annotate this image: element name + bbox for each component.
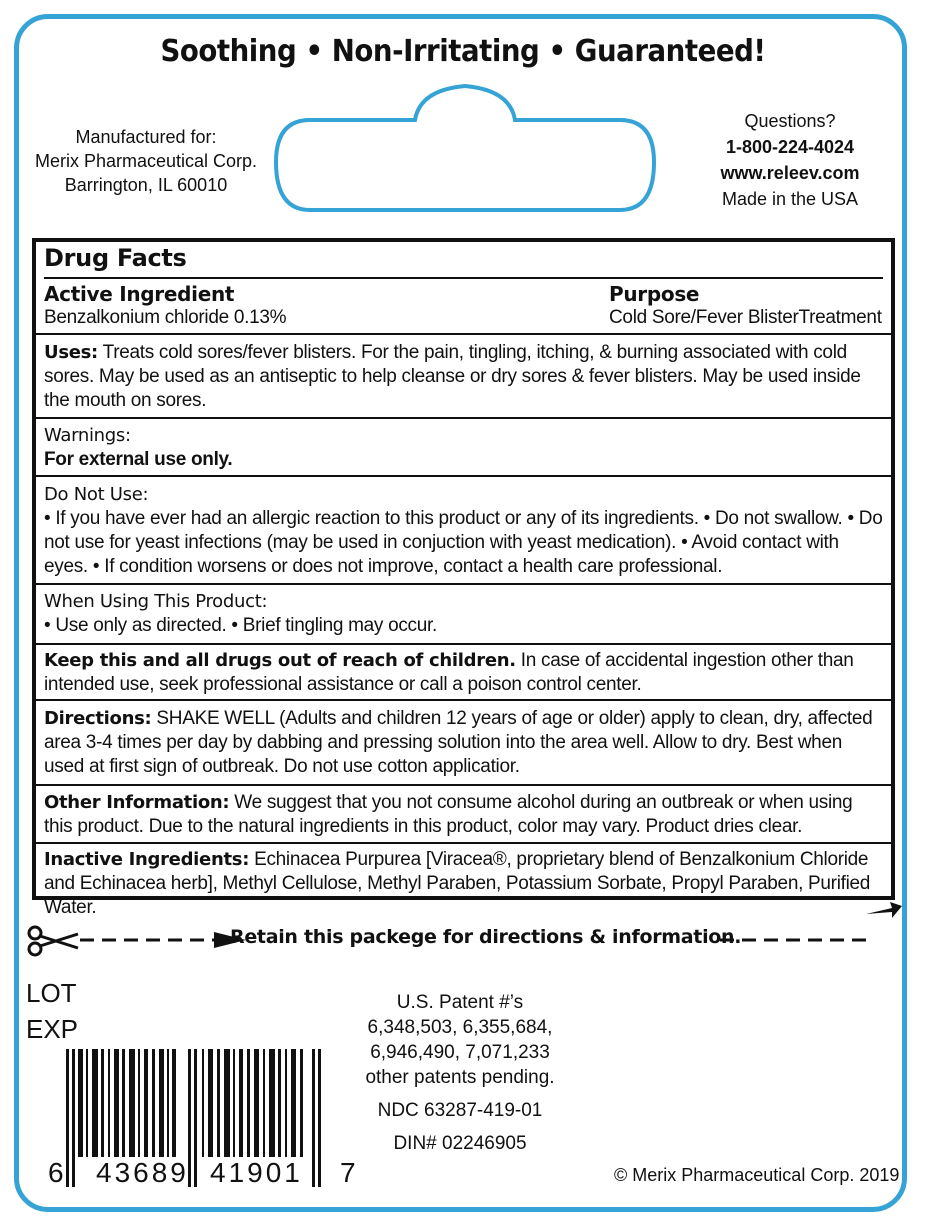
dashed-arrow-icon [80, 930, 250, 950]
scissors-icon [26, 924, 80, 958]
purpose-value: Cold Sore/Fever BlisterTreatment [609, 307, 882, 328]
uses-text: Treats cold sores/fever blisters. For the pain, tingling, itching, & burning associated with cold sores. May be used as an antiseptic to help cleanse or dry sores & fever blisters. May be used inside the mouth on sores. [44, 342, 861, 411]
exp-label: EXP [26, 1014, 79, 1044]
do-not-use-section [36, 483, 891, 579]
divider [36, 333, 891, 335]
active-ingredient-value: Benzalkonium chloride 0.13% [44, 307, 287, 328]
ndc-number: NDC 63287-419-01 [377, 1100, 543, 1121]
warnings-label: Warnings: [44, 425, 131, 446]
when-using-section [36, 590, 891, 638]
directions-label: Directions: [44, 708, 152, 729]
barcode-digit-last: 7 [340, 1157, 356, 1188]
questions-label: Questions? [744, 111, 836, 131]
warnings-text: For external use only. [44, 449, 233, 470]
inactive-ingredients-text: Echinacea Purpurea [Viracea®, proprietary blend of Benzalkonium Chloride and Echinacea herb], Methyl Cellulose, Methyl Paraben, Potassium Sorbate, Propyl Paraben, Purified Water. [44, 849, 871, 918]
keep-out-of-reach-label: Keep this and all drugs out of reach of children. [44, 650, 516, 671]
din-number: DIN# 02246905 [393, 1133, 527, 1154]
patent-numbers-1: 6,348,503, 6,355,684, [367, 1017, 553, 1038]
directions-section [36, 707, 891, 779]
lot-label: LOT [26, 978, 77, 1008]
other-information-text: We suggest that you not consume alcohol during an outbreak or when using this product. Due to the natural ingredients in this product, color may vary. Product dries clear. [44, 792, 853, 837]
keep-out-of-reach-section [36, 649, 891, 697]
other-information-label: Other Information: [44, 792, 230, 813]
made-in-usa: Made in the USA [721, 189, 859, 209]
when-using-label: When Using This Product: [44, 591, 268, 612]
corner-arrow-icon [862, 896, 904, 922]
when-using-text: • Use only as directed. • Brief tingling may occur. [44, 615, 437, 636]
divider [36, 784, 891, 786]
directions-text: SHAKE WELL (Adults and children 12 years of age or older) apply to clean, dry, affected area 3-4 times per day by dabbing and pressing solution into the area well. Allow to dry. Best when used at first sign of outbreak. Do not use cotton applicatior. [44, 708, 873, 777]
active-ingredient-section [36, 282, 891, 330]
dashed-line [720, 930, 870, 950]
drug-facts-panel [32, 238, 895, 918]
divider [36, 417, 891, 419]
patent-heading: U.S. Patent #’s [396, 992, 524, 1013]
purpose-heading: Purpose [609, 282, 700, 306]
hang-tab-outline [270, 82, 660, 216]
barcode [26, 1045, 366, 1196]
barcode-digit-first: 6 [48, 1157, 64, 1188]
manufacturer-info [26, 125, 266, 197]
do-not-use-label: Do Not Use: [44, 484, 149, 505]
retain-instructions: Retain this packege for directions & information. [230, 926, 742, 948]
lot-exp-block [26, 975, 78, 1047]
warnings-section [36, 424, 891, 472]
patent-numbers-2: 6,946,490, 7,071,233 [370, 1042, 550, 1063]
divider [36, 842, 891, 844]
keep-out-of-reach-text: In case of accidental ingestion other than intended use, seek professional assistance or call a poison control center. [44, 650, 854, 695]
copyright: © Merix Pharmaceutical Corp. 2019 [614, 1165, 900, 1185]
uses-section [36, 341, 891, 413]
cut-line [26, 920, 896, 960]
divider [36, 583, 891, 585]
inactive-ingredients-section [36, 848, 891, 920]
barcode-digits-right: 41901 [210, 1157, 303, 1188]
divider [36, 643, 891, 645]
patent-info [340, 990, 580, 1156]
barcode-digits-left: 43689 [96, 1157, 189, 1188]
drug-facts-title: Drug Facts [44, 244, 187, 272]
headline: Soothing • Non-Irritating • Guaranteed! [160, 34, 766, 69]
divider [36, 475, 891, 477]
uses-label: Uses: [44, 342, 98, 363]
do-not-use-text: • If you have ever had an allergic reaction to this product or any of its ingredients. • Do not swallow. • Do not use for yeast infections (may be used in conjuction with yeast medication). • Avoid contact with eyes. • If condition worsens or does not improve, contact a health care professional. [44, 508, 883, 577]
manufacturer-address: Barrington, IL 60010 [64, 175, 228, 195]
inactive-ingredients-label: Inactive Ingredients: [44, 849, 250, 870]
manufacturer-label: Manufactured for: [75, 127, 217, 147]
active-ingredient-heading: Active Ingredient [44, 282, 235, 306]
manufacturer-name: Merix Pharmaceutical Corp. [34, 151, 258, 171]
contact-info [690, 108, 890, 212]
other-information-section [36, 791, 891, 839]
divider [44, 277, 883, 279]
divider [36, 699, 891, 701]
phone-number: 1-800-224-4024 [725, 137, 855, 157]
patents-pending: other patents pending. [365, 1067, 555, 1088]
barcode-bars [26, 1045, 366, 1191]
website: www.releev.com [720, 163, 860, 183]
